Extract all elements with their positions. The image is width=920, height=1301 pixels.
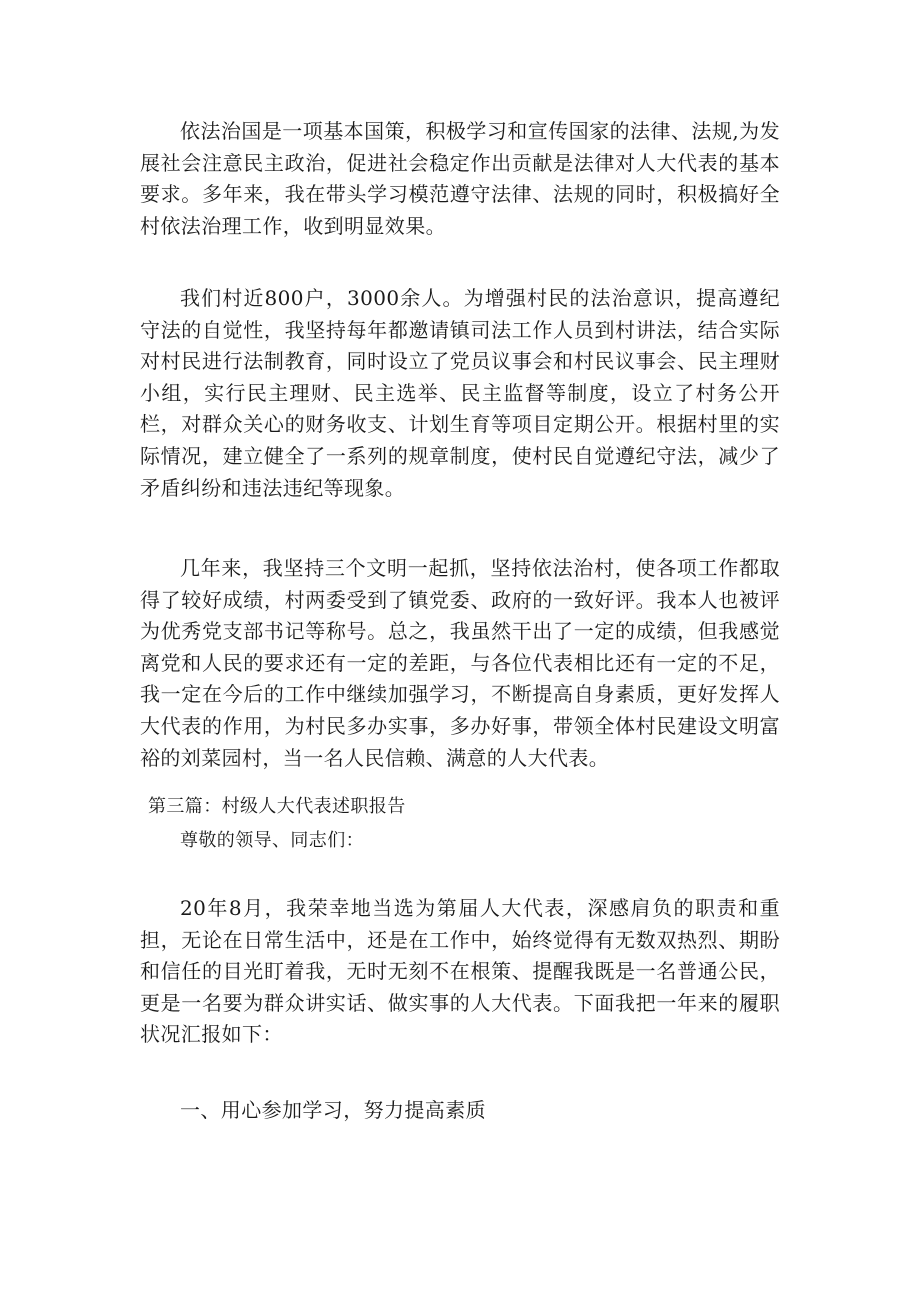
section-heading-part-three: 第三篇：村级人大代表述职报告 bbox=[148, 796, 406, 817]
paragraph-village-governance: 我们村近800户，3000余人。为增强村民的法治意识，提高遵纪守法的自觉性，我坚持每年都邀请镇司法工作人员到村讲法，结合实际对村民进行法制教育，同时设立了党员议事会和村民议事会、民主理财小组，实行民主理财、民主选举、民主监督等制度，设立了村务公开栏，对群众关心的财务收支、计划生育等项目定期公开。根据村里的实际情况，建立健全了一系列的规章制度，使村民自觉遵纪守法，减少了矛盾纠纷和违法违纪等现象。 bbox=[140, 286, 780, 500]
subsection-heading-study: 一、用心参加学习，努力提高素质 bbox=[180, 1098, 486, 1122]
paragraph-achievements: 几年来，我坚持三个文明一起抓，坚持依法治村，使各项工作都取得了较好成绩，村两委受到了镇党委、政府的一致好评。我本人也被评为优秀党支部书记等称号。总之，我虽然干出了一定的成绩，但我感觉离党和人民的要求还有一定的差距，与各位代表相比还有一定的不足，我一定在今后的工作中继续加强学习，不断提高自身素质，更好发挥人大代表的作用，为村民多办实事，多办好事，带领全体村民建设文明富裕的刘菜园村，当一名人民信赖、满意的人大代表。 bbox=[140, 556, 780, 770]
greeting-line: 尊敬的领导、同志们： bbox=[180, 830, 364, 851]
paragraph-rule-of-law: 依法治国是一项基本国策，积极学习和宣传国家的法律、法规,为发展社会注意民主政治，促进社会稳定作出贡献是法律对人大代表的基本要求。多年来，我在带头学习模范遵守法律、法规的同时，积极搞好全村依法治理工作，收到明显效果。 bbox=[140, 119, 780, 238]
paragraph-election-report: 20年8月，我荣幸地当选为第届人大代表，深感肩负的职责和重担，无论在日常生活中，还是在工作中，始终觉得有无数双热烈、期盼和信任的目光盯着我，无时无刻不在根策、提醒我既是一名普通公民，更是一名要为群众讲实话、做实事的人大代表。下面我把一年来的履职状况汇报如下： bbox=[140, 896, 780, 1047]
